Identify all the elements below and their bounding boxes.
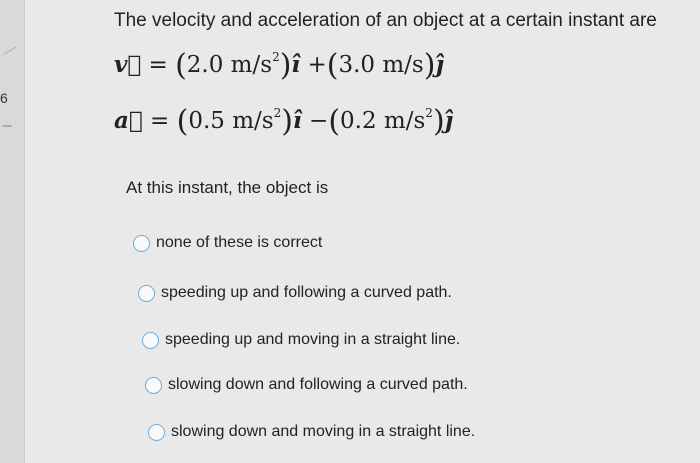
unit-vector-j: ĵ bbox=[435, 51, 444, 78]
question-text: The velocity and acceleration of an object at a certain instant are bbox=[114, 10, 657, 31]
radio-button[interactable] bbox=[138, 285, 155, 302]
sidebar-dash: --- bbox=[2, 118, 11, 132]
radio-button[interactable] bbox=[142, 332, 159, 349]
option-speeding-straight[interactable] bbox=[142, 331, 460, 349]
acceleration-term1-exponent: 2 bbox=[273, 106, 282, 120]
option-slowing-curved[interactable] bbox=[145, 376, 468, 394]
acceleration-operator: − bbox=[309, 108, 329, 134]
question-number: 6 bbox=[0, 90, 8, 106]
radio-button[interactable] bbox=[148, 424, 165, 441]
option-label: none of these is correct bbox=[156, 234, 323, 251]
sidebar-strip bbox=[0, 0, 25, 463]
option-label: speeding up and following a curved path. bbox=[161, 284, 452, 301]
unit-vector-i: î bbox=[291, 51, 301, 78]
acceleration-symbol: a⃗ bbox=[114, 107, 143, 134]
acceleration-term2: 0.2 m/s bbox=[340, 108, 426, 134]
velocity-equation: v⃗ = (2.0 $m/s^2)î +(3.0$ m/s)ĵ bbox=[114, 48, 444, 83]
velocity-operator: + bbox=[307, 52, 327, 78]
option-label: speeding up and moving in a straight line. bbox=[165, 331, 461, 348]
velocity-term1: 2.0 m/s bbox=[186, 52, 273, 78]
option-none-correct[interactable] bbox=[133, 234, 322, 252]
option-label: slowing down and moving in a straight line. bbox=[171, 423, 476, 440]
radio-button[interactable] bbox=[145, 377, 162, 394]
acceleration-equation: a⃗ = (0.5 $m/s^2)î -(0.2$ $m/s^2)ĵ$ bbox=[114, 104, 453, 139]
radio-button[interactable] bbox=[133, 235, 150, 252]
option-slowing-straight[interactable] bbox=[148, 423, 475, 441]
velocity-term2: 3.0 m/s bbox=[338, 52, 424, 78]
acceleration-term1: 0.5 m/s bbox=[188, 108, 274, 134]
prompt-text: At this instant, the object is bbox=[126, 178, 329, 197]
velocity-symbol: v⃗ bbox=[114, 51, 142, 78]
unit-vector-i: î bbox=[292, 107, 302, 134]
option-label: slowing down and following a curved path. bbox=[168, 376, 468, 393]
sidebar-mark bbox=[4, 47, 17, 55]
velocity-term1-exponent: 2 bbox=[272, 50, 280, 64]
acceleration-term2-exponent: 2 bbox=[425, 106, 433, 120]
option-speeding-curved[interactable] bbox=[138, 284, 452, 302]
unit-vector-j: ĵ bbox=[444, 107, 453, 134]
